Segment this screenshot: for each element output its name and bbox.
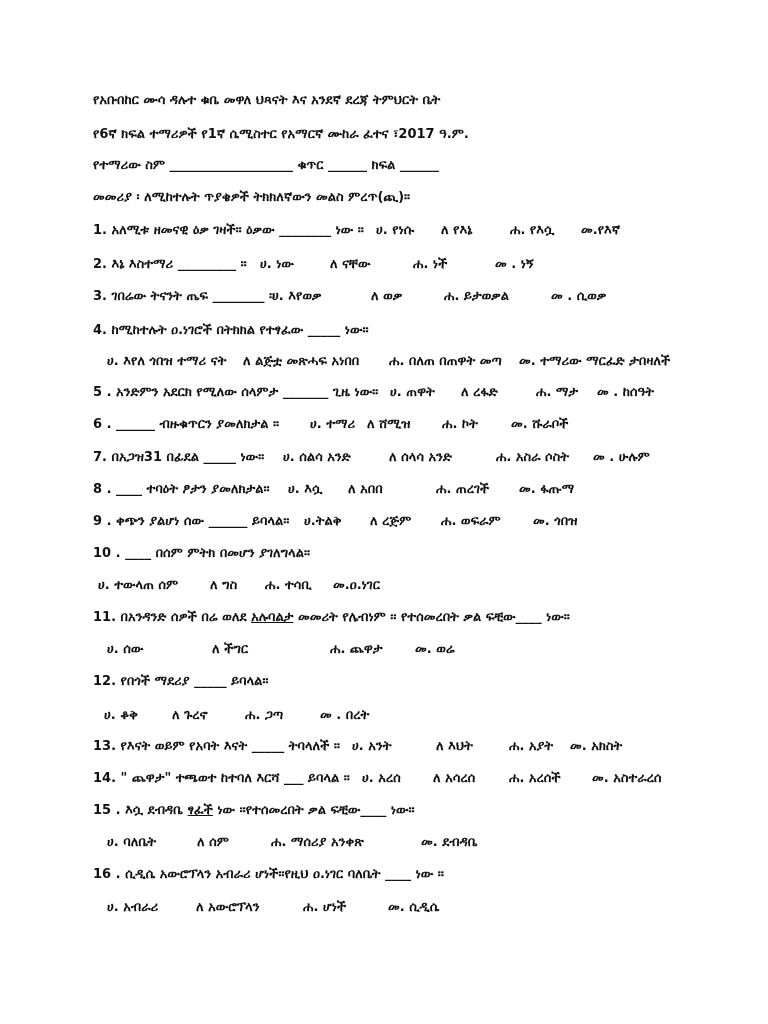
question-stem: 7. በአጋዝ31 በፊደል _____ ነው። bbox=[93, 450, 265, 465]
question-stem: 1. አለሚቱ ዘመናዊ ዕቃ ገዛች። ዕቃው ________ ነው ። bbox=[93, 223, 364, 238]
option-b[interactable]: ለ የእኔ bbox=[441, 223, 473, 238]
option-c[interactable]: ሐ. አረሰች bbox=[509, 771, 561, 786]
option-d[interactable]: መ. ፋጡማ bbox=[519, 482, 575, 497]
option-a[interactable]: ሀ. ባለቤት bbox=[107, 835, 157, 850]
option-a[interactable]: ሀ. የነሱ bbox=[376, 223, 415, 238]
option-a[interactable]: ሀ. ተውላጠ ሰም bbox=[98, 578, 179, 593]
option-c[interactable]: ሐ. ኮት bbox=[442, 417, 478, 432]
option-c[interactable]: ሐ. አስራ ሶስት bbox=[496, 450, 570, 465]
option-b[interactable]: ለ ችግር bbox=[212, 642, 249, 657]
question-stem: 4. ከሚከተሉት ዐ.ነገሮች በትክክል የተፃፈው _____ ነው። bbox=[93, 323, 369, 338]
option-d[interactable]: መ. አክስት bbox=[570, 739, 623, 754]
option-c[interactable]: ሐ. አያት bbox=[509, 739, 554, 754]
option-d[interactable]: መ. ሹራቦች bbox=[511, 417, 569, 432]
option-b[interactable]: ለ ሰላሳ አንድ bbox=[389, 450, 452, 465]
question-stem: 2. እኔ እስተማሪ _________ ። bbox=[93, 257, 247, 272]
option-a[interactable]: ሀ. ተማሪ bbox=[310, 417, 356, 432]
option-d[interactable]: መ. ደብዳቤ bbox=[421, 835, 478, 850]
question-stem: 9 . ቀጭን ያልሆነ ሰው ______ ይባላል። bbox=[93, 514, 290, 529]
option-a[interactable]: ሀ. አብራሪ bbox=[107, 900, 159, 915]
option-a[interactable]: ሀ. ሰልሳ አንድ bbox=[283, 450, 351, 465]
option-a[interactable]: ሀ. አንት bbox=[352, 739, 392, 754]
option-d[interactable]: መ. ሲዲሴ bbox=[388, 900, 440, 915]
question-stem: 5 . አንድምን አደርክ የሚለው ሰላምታ _______ ጊዜ ነው። bbox=[93, 385, 379, 400]
option-c[interactable]: ሐ. ጋጣ bbox=[245, 708, 284, 723]
option-b[interactable]: ለ አውሮፕላን bbox=[196, 900, 260, 915]
option-a[interactable]: ሀ. አረሰ bbox=[362, 771, 401, 786]
option-d[interactable]: መ . ከሰዓት bbox=[597, 385, 654, 400]
option-d[interactable]: መ . በረት bbox=[320, 708, 370, 723]
option-d[interactable]: መ.የእኛ bbox=[581, 223, 621, 238]
option-b[interactable]: ለ ረፋድ bbox=[461, 385, 498, 400]
option-a[interactable]: ሀ. እየለ ጎበዝ ተማሪ ናት bbox=[107, 354, 227, 369]
question-stem: 12. የበጎች ማደሪያ _____ ይባላል። bbox=[93, 674, 269, 689]
option-c[interactable]: ሐ. ሆነች bbox=[303, 900, 347, 915]
question-stem: 11. በአንዳንድ ሰዎች በሬ ወለደ አሉባልታ መመሪት የሌብነም ፡፡ የተሰመረበት ቃል ፍቺው____ ነው። bbox=[93, 610, 570, 625]
option-c[interactable]: ሐ. ወፍራም bbox=[441, 514, 501, 529]
option-b[interactable]: ለ ልጅቷ መጽሓፍ አነበበ bbox=[243, 354, 360, 369]
option-b[interactable]: ለ ናቸው bbox=[330, 257, 371, 272]
option-d[interactable]: መ . ነኝ bbox=[495, 257, 534, 272]
question-stem: 6 . ______ ብዙቁጥርን ያመለክታል ። bbox=[93, 417, 280, 432]
option-a[interactable]: ሀ.ትልቅ bbox=[304, 514, 342, 529]
option-b[interactable]: ለ አበበ bbox=[348, 482, 383, 497]
option-a[interactable]: ሀ. ሰው bbox=[107, 642, 144, 657]
option-a[interactable]: ሀ. ነው bbox=[260, 257, 294, 272]
option-c[interactable]: ሐ. ጠረገች bbox=[436, 482, 490, 497]
question-stem: 14. " ጨዋታ" ተጫወተ ከተባለ እርሻ ___ ይባላል ። bbox=[93, 771, 350, 786]
exam-sheet: የአቡበከር ሙሳ ዳሉተ ቁቤ መዋለ ህጻናት እና አንደኛ ደረጃ ትምህርት ቤት የ6ኛ ክፍል ተማሪዎች የ1ኛ ሴሚስተር የአማርኛ ሙከራ ፈተና ፣2017 ዓ.ም. የተማሪው ስም ___________________ ቁጥር ______ ክፍል ______ መመሪያ ፡ ለሚከተሉት ጥያቄዎች ትክክለኛውን መልስ ምረጥ(ጪ)። 1. አለሚቱ ዘመናዊ ዕቃ ገዛች። ዕቃው ________ ነው ። ሀ. የነሱ ለ የእኔ ሐ. የእሷ መ.የእኛ 2. እኔ እስተማሪ _________ ። ሀ. ነው ለ ናቸው ሐ. ነች መ . ነኝ 3. ገበሬው ትናንት ጤፍ ________ ። ሀ. እየወቃ ለ ወቃ ሐ. ይታወቃል መ . ሲወቃ 4. ከሚከተሉት ዐ.ነገሮች በትክክል የተፃፈው _____ ነው። ሀ. እየለ ጎበዝ ተማሪ ናት ለ ልጅቷ መጽሓፍ አነበበ ሐ. በለጠ በጠዋት መጣ መ. ተማሪው ማርፈድ ታበዛለች 5 . አንድምን አደርክ የሚለው ሰላምታ _______ ጊዜ ነው። ሀ. ጠዋት ለ ረፋድ ሐ. ማታ መ . ከሰዓት 6 . ______ ብዙቁጥርን ያመለክታል ። ሀ. ተማሪ ለ ሸሚዝ ሐ. ኮት መ. ሹራቦች 7. በአጋዝ31 በፊደል _____ ነው። ሀ. ሰልሳ አንድ ለ ሰላሳ አንድ ሐ. አስራ ሶስት መ . ሁሉም 8 . ____ ተባዕት ፆታን ያመለክታል። ሀ. እሷ ለ አበበ ሐ. ጠረገች መ. ፋጡማ 9 . ቀጭን ያልሆነ ሰው ______ ይባላል። ሀ.ትልቅ ለ ረጅም ሐ. ወፍራም መ. ጎበዝ 10 . ____ በሰም ምትክ በመሆን ያገለግላል። ሀ. ተውላጠ ሰም ለ ግስ ሐ. ተሳቢ መ.ዐ.ነገር 11. በአንዳንድ ሰዎች በሬ ወለደ አሉባልታ መመሪት የሌብነም ፡፡ የተሰመረበት ቃል ፍቺው____ ነው። ሀ. ሰው ለ ችግር ሐ. ጨዋታ መ. ወሬ 12. የበጎች ማደሪያ _____ ይባላል። ሀ. ቆቅ ለ ጉረኖ ሐ. ጋጣ መ . በረት 13. የእናት ወይም የአባት እናት _____ ትባላለች ። ሀ. አንት ለ እህት ሐ. አያት መ. አክስት 14. " ጨዋታ" ተጫወተ ከተባለ እርሻ ___ ይባላል ። ሀ. አረሰ ለ አሳረሰ ሐ. አረሰች መ. አስተራረሰ 15 . እሷ ደብዳቤ ፃፈች ነው ፡፡የተሰመረበት ቃል ፍቺው____ ነው። ሀ. ባለቤት ለ ሰም ሐ. ማሰሪያ አንቀጽ መ. ደብዳቤ 16 . ሲዲሴ አውሮፕላን አብራሪ ሆነች፡፡የዚህ ዐ.ነገር ባለቤት ____ ነው ፡፡ ሀ. አብራሪ ለ አውሮፕላን ሐ. ሆነች መ. ሲዲሴ bbox=[93, 93, 671, 915]
option-c[interactable]: ሐ. ነች bbox=[413, 257, 448, 272]
option-d[interactable]: መ. አስተራረሰ bbox=[592, 771, 662, 786]
option-b[interactable]: ለ ረጅም bbox=[370, 514, 412, 529]
underlined-word: ፃፈች bbox=[187, 803, 213, 818]
option-a[interactable]: ሀ. እየወቃ bbox=[272, 289, 322, 304]
option-b[interactable]: ለ አሳረሰ bbox=[433, 771, 476, 786]
question-stem: 10 . ____ በሰም ምትክ በመሆን ያገለግላል። bbox=[93, 546, 311, 561]
option-b[interactable]: ለ ሸሚዝ bbox=[367, 417, 411, 432]
option-c[interactable]: ሐ. ማታ bbox=[536, 385, 579, 400]
option-d[interactable]: መ. ተማሪው ማርፈድ ታበዛለች bbox=[519, 354, 671, 369]
option-c[interactable]: ሐ. ተሳቢ bbox=[265, 578, 312, 593]
option-c[interactable]: ሐ. ጨዋታ bbox=[330, 642, 383, 657]
option-c[interactable]: ሐ. በለጠ በጠዋት መጣ bbox=[389, 354, 502, 369]
option-a[interactable]: ሀ. እሷ bbox=[288, 482, 323, 497]
question-stem: 3. ገበሬው ትናንት ጤፍ ________ ። bbox=[93, 289, 276, 304]
option-d[interactable]: መ . ሲወቃ bbox=[551, 289, 607, 304]
option-d[interactable]: መ. ወሬ bbox=[415, 642, 455, 657]
option-b[interactable]: ለ ወቃ bbox=[371, 289, 403, 304]
option-d[interactable]: መ.ዐ.ነገር bbox=[333, 578, 380, 593]
option-b[interactable]: ለ ሰም bbox=[197, 835, 229, 850]
option-a[interactable]: ሀ. ጠዋት bbox=[390, 385, 435, 400]
option-b[interactable]: ለ ጉረኖ bbox=[172, 708, 208, 723]
option-a[interactable]: ሀ. ቆቅ bbox=[104, 708, 138, 723]
option-d[interactable]: መ. ጎበዝ bbox=[533, 514, 578, 529]
question-stem: 15 . እሷ ደብዳቤ ፃፈች ነው ፡፡የተሰመረበት ቃል ፍቺው____ ነው። bbox=[93, 803, 415, 818]
option-c[interactable]: ሐ. ማሰሪያ አንቀጽ bbox=[271, 835, 364, 850]
question-stem: 13. የእናት ወይም የአባት እናት _____ ትባላለች ። bbox=[93, 739, 340, 754]
underlined-word: አሉባልታ bbox=[251, 610, 294, 625]
option-b[interactable]: ለ ግስ bbox=[210, 578, 238, 593]
option-d[interactable]: መ . ሁሉም bbox=[593, 450, 650, 465]
option-c[interactable]: ሐ. የእሷ bbox=[510, 223, 555, 238]
question-stem: 8 . ____ ተባዕት ፆታን ያመለክታል። bbox=[93, 482, 270, 497]
question-stem: 16 . ሲዲሴ አውሮፕላን አብራሪ ሆነች፡፡የዚህ ዐ.ነገር ባለቤት ____ ነው ፡፡ bbox=[93, 867, 444, 882]
option-c[interactable]: ሐ. ይታወቃል bbox=[444, 289, 510, 304]
option-b[interactable]: ለ እህት bbox=[436, 739, 473, 754]
